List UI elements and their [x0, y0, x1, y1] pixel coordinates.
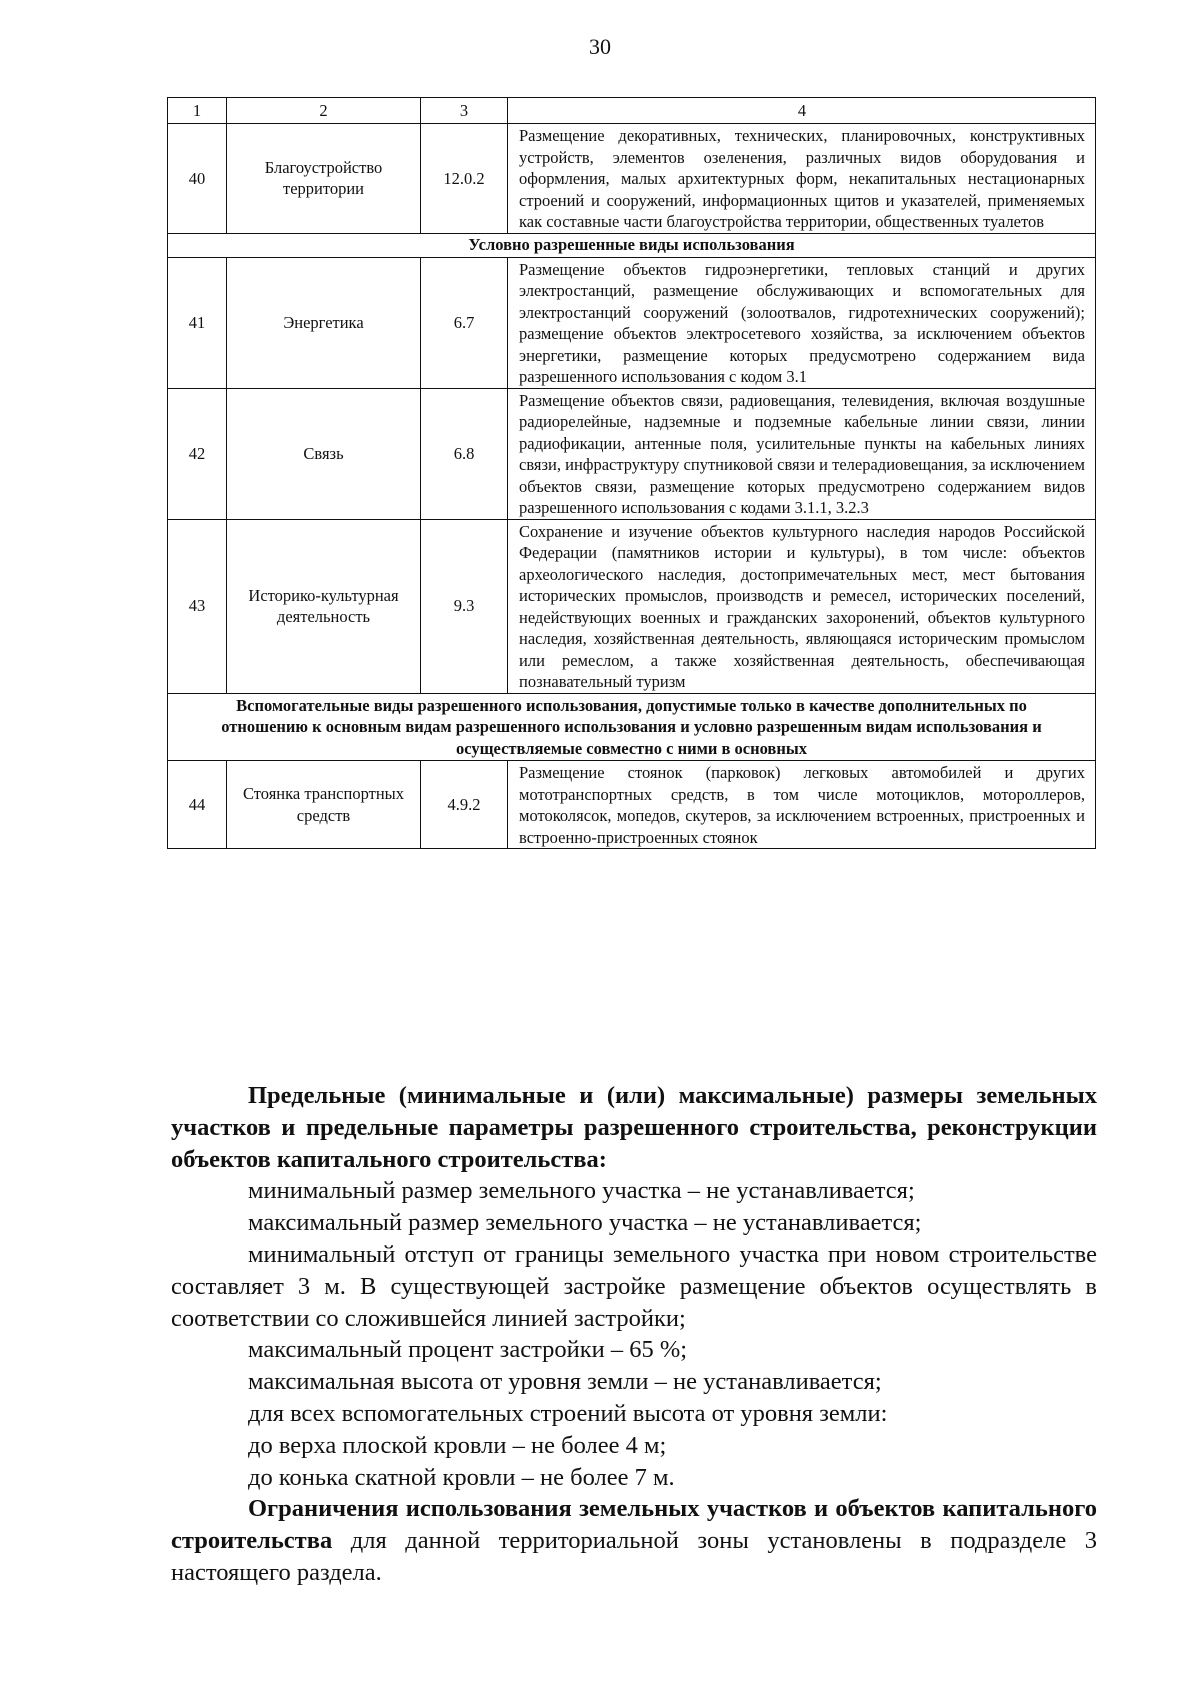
row-number: 43 [168, 519, 227, 693]
use-description: Размещение стоянок (парковок) легковых автомобилей и других мототранспортных средств, в том числе мотоциклов, мотороллеров, мотоколясок, мопедов, скутеров, за исключением встроенных, пристроенных и встроенно-пристроенных стоянок [508, 761, 1096, 849]
parameter-item: минимальный отступ от границы земельного участка при новом строительстве составляет 3 м. В существующей застройке размещение объектов осуществлять в соответствии со сложившейся линией застройки; [171, 1240, 1097, 1332]
use-name: Энергетика [227, 257, 421, 388]
land-use-table [167, 97, 1096, 849]
row-number: 40 [168, 124, 227, 234]
table-row [168, 257, 1096, 388]
parameter-item: максимальный процент застройки – 65 %; [248, 1336, 688, 1364]
header-cell: 4 [508, 98, 1096, 124]
parameter-item: минимальный размер земельного участка – не устанавливается; [248, 1177, 915, 1205]
table-row [168, 388, 1096, 519]
section-row [168, 233, 1096, 257]
section-row [168, 693, 1096, 761]
use-name: Историко-культурная деятельность [227, 519, 421, 693]
section-title: Условно разрешенные виды использования [168, 233, 1096, 257]
page-number: 30 [589, 34, 611, 59]
use-code: 9.3 [421, 519, 508, 693]
header-cell: 3 [421, 98, 508, 124]
row-number: 42 [168, 388, 227, 519]
use-code: 12.0.2 [421, 124, 508, 234]
table-row [168, 761, 1096, 849]
restrictions-paragraph [171, 1493, 1097, 1588]
table-row [168, 519, 1096, 693]
parameter-item: максимальная высота от уровня земли – не устанавливается; [248, 1368, 882, 1396]
body-text [171, 1080, 1097, 1589]
use-name: Стоянка транспортных средств [227, 761, 421, 849]
section-title: Вспомогательные виды разрешенного использования, допустимые только в качестве дополнительных по отношению к основным видам разрешенного использования и условно разрешенным видам использования и осуществляемые совместно с ними в основных [168, 693, 1096, 761]
use-code: 6.8 [421, 388, 508, 519]
use-description: Размещение декоративных, технических, планировочных, конструктивных устройств, элементов озеленения, различных видов оборудования и оформления, малых архитектурных форм, некапитальных нестационарных строений и сооружений, информационных щитов и указателей, применяемых как составные части благоустройства территории, общественных туалетов [508, 124, 1096, 234]
use-code: 4.9.2 [421, 761, 508, 849]
parameters-heading: Предельные (минимальные и (или) максимальные) размеры земельных участков и предельные параметры разрешенного строительства, реконструкции объектов капитального строительства: [171, 1082, 1097, 1173]
use-code: 6.7 [421, 257, 508, 388]
restrictions-rest: для данной территориальной зоны установлены в подразделе 3 настоящего раздела. [171, 1527, 1097, 1586]
use-description: Размещение объектов связи, радиовещания, телевидения, включая воздушные радиорелейные, надземные и подземные кабельные линии связи, линии радиофикации, антенные поля, усилительные пункты на кабельных линиях связи, инфраструктуру спутниковой связи и телерадиовещания, за исключением объектов связи, размещение которых предусмотрено содержанием видов разрешенного использования с кодами 3.1.1, 3.2.3 [508, 388, 1096, 519]
restrictions-bold: Ограничения использования земельных участков и объектов капитального строительства [171, 1495, 1097, 1555]
use-description: Размещение объектов гидроэнергетики, тепловых станций и других электростанций, размещение обслуживающих и вспомогательных для электростанций сооружений (золоотвалов, гидротехнических сооружений); размещение объектов электросетевого хозяйства, за исключением объектов энергетики, размещение которых предусмотрено содержанием вида разрешенного использования с кодом 3.1 [508, 257, 1096, 388]
use-name: Благоустройство территории [227, 124, 421, 234]
header-cell: 1 [168, 98, 227, 124]
parameter-item: максимальный размер земельного участка – не устанавливается; [248, 1209, 922, 1237]
row-number: 44 [168, 761, 227, 849]
use-description: Сохранение и изучение объектов культурного наследия народов Российской Федерации (памятников истории и культуры), в том числе: объектов археологического наследия, достопримечательных мест, мест бытования исторических промыслов, производств и ремесел, исторических поселений, недействующих военных и гражданских захоронений, объектов культурного наследия, хозяйственная деятельность, являющаяся историческим промыслом или ремеслом, а также хозяйственная деятельность, обеспечивающая познавательный туризм [508, 519, 1096, 693]
parameter-item: до конька скатной кровли – не более 7 м. [248, 1463, 675, 1491]
parameter-item: до верха плоской кровли – не более 4 м; [248, 1431, 667, 1459]
table-header-row [168, 98, 1096, 124]
parameter-item: для всех вспомогательных строений высота от уровня земли: [248, 1399, 888, 1427]
use-name: Связь [227, 388, 421, 519]
header-cell: 2 [227, 98, 421, 124]
table-row [168, 124, 1096, 234]
row-number: 41 [168, 257, 227, 388]
